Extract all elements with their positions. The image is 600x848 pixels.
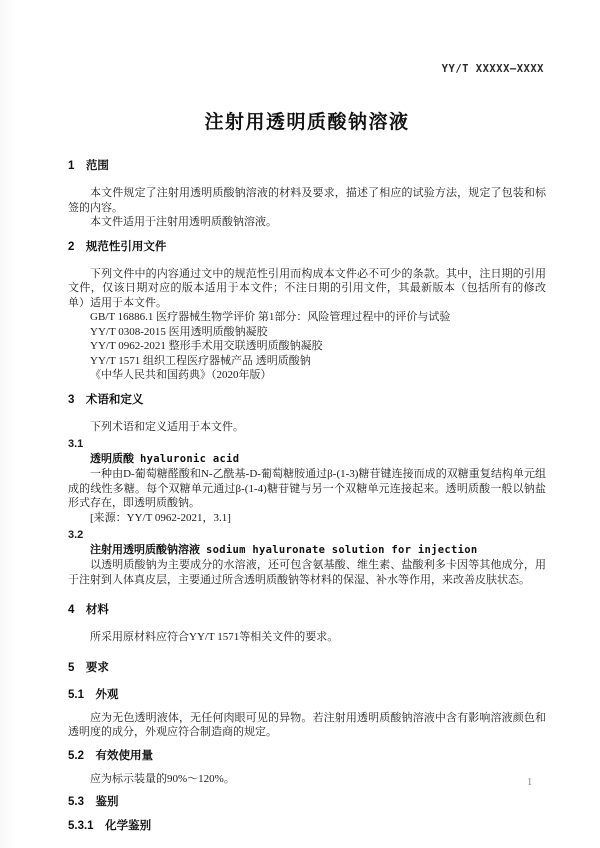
term-3-1-name bbox=[90, 452, 546, 467]
section-5-2-paragraph: 应为标示装量的90%～120%。 bbox=[90, 772, 235, 785]
reference-item: YY/T 1571 组织工程医疗器械产品 透明质酸钠 bbox=[90, 354, 311, 367]
section-1-title: 范围 bbox=[85, 160, 109, 172]
section-3-heading bbox=[68, 393, 546, 408]
term-3-2-definition: 以透明质酸钠为主要成分的水溶液，还可包含氨基酸、维生素、盐酸利多卡因等其他成分，用于注射到人体真皮层，主要通过所含透明质酸钠等材料的保湿、补水等作用，来改善皮肤状态。 bbox=[68, 559, 546, 586]
section-2-number: 2 bbox=[68, 240, 75, 253]
section-5-1-paragraph: 应为无色透明液体，无任何肉眼可见的异物。若注射用透明质酸钠溶液中含有影响溶液颜色和透明度的成分，外观应符合制造商的规定。 bbox=[68, 711, 546, 738]
term-3-1-name-zh: 透明质酸 bbox=[90, 453, 134, 465]
section-5-1-title: 外观 bbox=[95, 688, 119, 701]
term-3-2-name-en: sodium hyaluronate solution for injection bbox=[206, 544, 478, 556]
term-3-1-number: 3.1 bbox=[68, 438, 84, 450]
reference-item: YY/T 0308-2015 医用透明质酸钠凝胶 bbox=[90, 325, 268, 338]
section-5-heading bbox=[68, 661, 546, 676]
section-5-3-1-title: 化学鉴别 bbox=[105, 820, 152, 832]
section-5-3-number: 5.3 bbox=[68, 796, 84, 808]
document-body bbox=[68, 149, 546, 842]
doc-code: YY/T XXXXX—XXXX bbox=[441, 63, 544, 75]
section-1-paragraph-1: 本文件规定了注射用透明质酸钠溶液的材料及要求，描述了相应的试验方法，规定了包装和标签的内容。 bbox=[68, 187, 546, 214]
section-5-1-heading bbox=[68, 688, 546, 703]
reference-item: 《中华人民共和国药典》（2020年版） bbox=[90, 369, 272, 381]
section-4-title: 材料 bbox=[85, 604, 109, 616]
section-1-paragraph-2: 本文件适用于注射用透明质酸钠溶液。 bbox=[90, 216, 277, 228]
section-5-3-1-number: 5.3.1 bbox=[68, 820, 94, 832]
term-3-1-source: [来源：YY/T 0962-2021，3.1] bbox=[90, 511, 231, 524]
section-3-number: 3 bbox=[68, 393, 75, 406]
section-3-title: 术语和定义 bbox=[85, 393, 144, 406]
term-3-1-name-en: hyaluronic acid bbox=[140, 453, 240, 465]
term-3-2-number: 3.2 bbox=[68, 529, 84, 541]
section-5-2-number: 5.2 bbox=[68, 749, 84, 762]
section-1-heading bbox=[68, 159, 546, 174]
section-2-intro: 下列文件中的内容通过文中的规范性引用而构成本文件必不可少的条款。其中，注日期的引用文件，仅该日期对应的版本适用于本文件；不注日期的引用文件，其最新版本（包括所有的修改单）适用于本文件。 bbox=[68, 267, 546, 309]
section-4-number: 4 bbox=[68, 604, 75, 616]
section-5-3-heading bbox=[68, 795, 546, 810]
section-5-3-title: 鉴别 bbox=[95, 796, 119, 808]
section-2-heading bbox=[68, 240, 546, 255]
term-3-2-name bbox=[90, 543, 546, 558]
term-3-1-definition: 一种由D-葡萄糖醛酸和N-乙酰基-D-葡萄糖胺通过β-(1-3)糖苷键连接而成的双糖重复结构单元组成的线性多糖。每个双糖单元通过β-(1-4)糖苷键与另一个双糖单元连接起来。透明质酸一般以钠盐形式存在，即透明质酸钠。 bbox=[68, 468, 546, 509]
section-5-1-number: 5.1 bbox=[68, 688, 84, 701]
section-5-2-title: 有效使用量 bbox=[95, 749, 153, 762]
term-3-2-name-zh: 注射用透明质酸钠溶液 bbox=[90, 544, 200, 556]
section-5-3-1-heading bbox=[68, 819, 546, 834]
section-4-paragraph: 所采用原材料应符合YY/T 1571等相关文件的要求。 bbox=[90, 631, 339, 643]
section-1-number: 1 bbox=[68, 160, 75, 172]
section-2-title: 规范性引用文件 bbox=[85, 240, 167, 253]
page-number: 1 bbox=[527, 777, 533, 788]
section-3-intro: 下列术语和定义适用于本文件。 bbox=[90, 420, 244, 433]
section-5-number: 5 bbox=[68, 661, 75, 674]
page-title: 注射用透明质酸钠溶液 bbox=[204, 112, 410, 133]
section-5-2-heading bbox=[68, 749, 546, 764]
section-5-title: 要求 bbox=[85, 661, 109, 674]
reference-item: YY/T 0962-2021 整形手术用交联透明质酸钠凝胶 bbox=[90, 340, 323, 352]
reference-item: GB/T 16886.1 医疗器械生物学评价 第1部分：风险管理过程中的评价与试验 bbox=[90, 311, 451, 323]
section-4-heading bbox=[68, 603, 546, 618]
